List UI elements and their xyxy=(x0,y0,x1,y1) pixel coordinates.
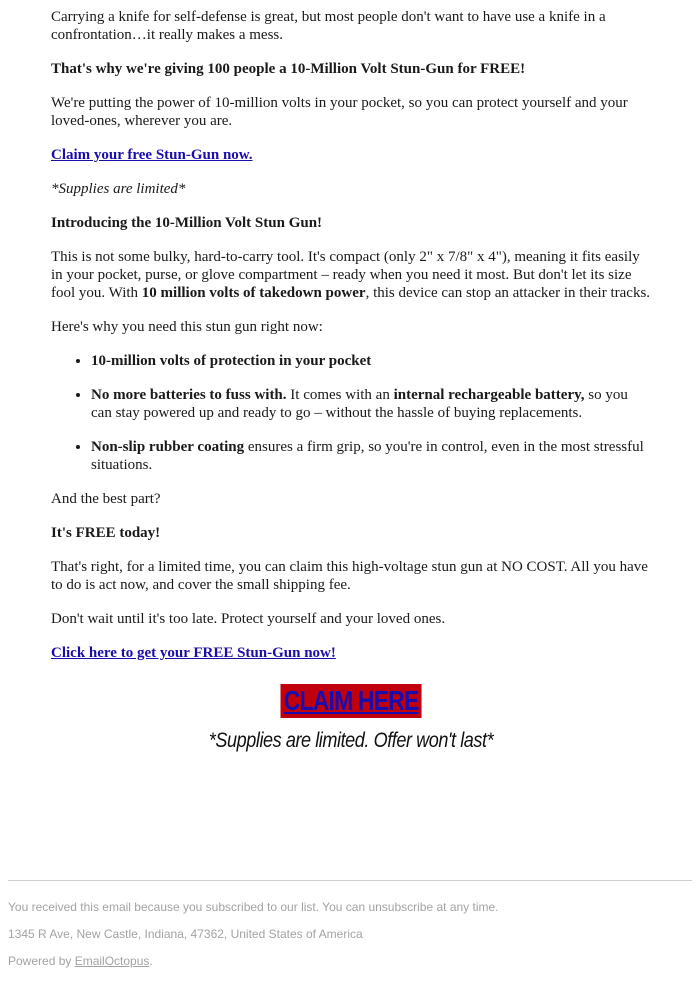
list-item xyxy=(91,352,651,370)
footer xyxy=(8,900,692,981)
thats-right-paragraph: That's right, for a limited time, you can claim this high-voltage stun gun at NO COST. All you have to do is act now, and cover the small shipping fee. xyxy=(51,559,648,593)
feature-list xyxy=(51,352,651,474)
introducing-heading xyxy=(51,214,651,232)
compact-text-2: , this device can stop an attacker in their tracks. xyxy=(365,285,651,301)
bullet-bold: 10-million volts of protection in your pocket xyxy=(91,353,372,369)
why-paragraph: Here's why you need this stun gun right now: xyxy=(51,319,323,335)
powered-by-suffix: . xyxy=(149,954,153,968)
powered-by xyxy=(8,954,692,968)
best-part-paragraph: And the best part? xyxy=(51,491,161,507)
list-item xyxy=(91,438,651,474)
footer-divider xyxy=(8,880,692,881)
headline-text: That's why we're giving 100 people a 10-Million Volt Stun-Gun for FREE! xyxy=(51,61,526,77)
postal-address: 1345 R Ave, New Castle, Indiana, 47362, United States of America xyxy=(8,927,363,941)
headline xyxy=(51,60,651,78)
claim-link-paragraph xyxy=(51,146,651,164)
free-today-text: It's FREE today! xyxy=(51,525,161,541)
get-free-stun-gun-link[interactable]: Click here to get your FREE Stun-Gun now! xyxy=(51,645,336,661)
supplies-limited-note: *Supplies are limited* xyxy=(51,181,186,197)
dont-wait-paragraph: Don't wait until it's too late. Protect yourself and your loved ones. xyxy=(51,611,446,627)
emailoctopus-link[interactable]: EmailOctopus xyxy=(74,954,150,968)
compact-bold: 10 million volts of takedown power xyxy=(141,285,366,301)
free-today-heading xyxy=(51,524,651,542)
compact-text-1: This is not some bulky, hard-to-carry tool. It's compact (only 2" x 7/8" x 4"), meaning it fits easily in your pocket, purse, or glove compartment – ready when you need it most. But don't let its size fool you. With xyxy=(51,249,640,301)
introducing-text: Introducing the 10-Million Volt Stun Gun! xyxy=(51,215,323,231)
bullet-bold-2: internal rechargeable battery, xyxy=(393,387,585,403)
bullet-bold: Non-slip rubber coating xyxy=(91,439,245,455)
cta-link-paragraph xyxy=(51,644,651,662)
claim-here-button[interactable]: CLAIM HERE xyxy=(280,684,421,718)
compact-paragraph xyxy=(51,248,651,302)
email-body xyxy=(51,0,651,754)
bullet-text-2: so you can stay powered up and ready to go – without the hassle of buying replacements. xyxy=(91,387,628,421)
bullet-text: ensures a firm grip, so you're in control, even in the most stressful situations. xyxy=(91,439,644,473)
subscription-notice: You received this email because you subscribed to our list. You can unsubscribe at any time. xyxy=(8,900,499,914)
offer-note: *Supplies are limited. Offer won't last* xyxy=(208,729,494,752)
list-item xyxy=(91,386,651,422)
bullet-text: It comes with an xyxy=(286,387,394,403)
cta-container xyxy=(51,684,651,718)
power-paragraph: We're putting the power of 10-million volts in your pocket, so you can protect yourself and your loved-ones, wherever you are. xyxy=(51,95,628,129)
intro-paragraph: Carrying a knife for self-defense is great, but most people don't want to have use a knife in a confrontation…it really makes a mess. xyxy=(51,9,606,43)
powered-by-prefix: Powered by xyxy=(8,954,75,968)
claim-free-stun-gun-link[interactable]: Claim your free Stun-Gun now. xyxy=(51,147,253,163)
bullet-bold: No more batteries to fuss with. xyxy=(91,387,287,403)
